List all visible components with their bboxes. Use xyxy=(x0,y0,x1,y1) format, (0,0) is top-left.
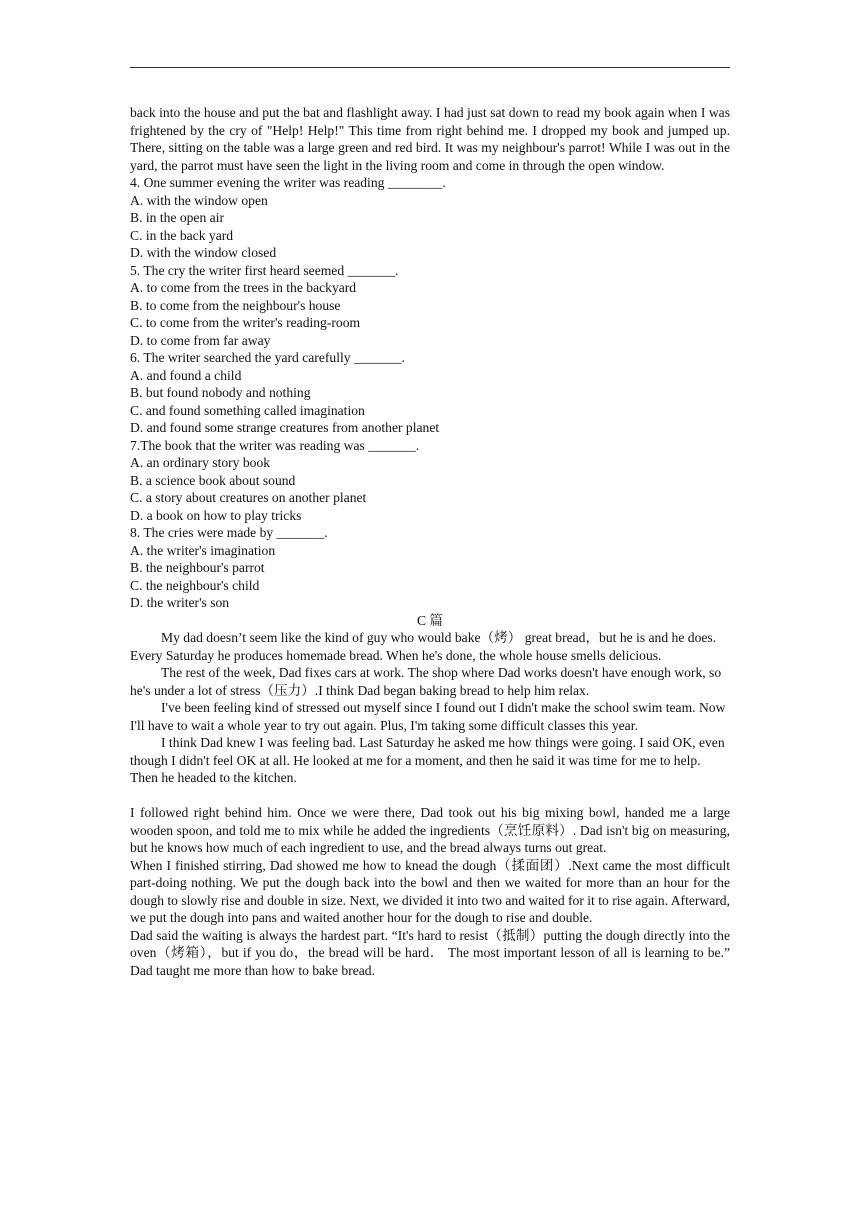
option-c: C. to come from the writer's reading-room xyxy=(130,315,361,330)
option-d: D. with the window closed xyxy=(130,245,277,260)
question-4 xyxy=(130,174,730,262)
question-stem: 7.The book that the writer was reading was _______. xyxy=(130,437,420,453)
option-b: B. in the open air xyxy=(130,210,225,225)
option-c: C. the neighbour's child xyxy=(130,577,260,593)
option-b: B. to come from the neighbour's house xyxy=(130,297,341,313)
passage-b-ending: back into the house and put the bat and flashlight away. I had just sat down to read my book again when I was frightened by the cry of "Help! Help!" This time from right behind me. I dropped my book and jumped up. There, sitting on the table was a large green and red bird. It was my neighbour's parrot! While I was out in the yard, the parrot must have seen the light in the living room and come in through the open window. xyxy=(130,105,730,173)
option-a: A. the writer's imagination xyxy=(130,542,276,558)
question-6 xyxy=(130,349,730,437)
question-7 xyxy=(130,437,730,525)
option-d: D. to come from far away xyxy=(130,332,271,348)
section-c-paragraph-1: My dad doesn’t seem like the kind of guy who would bake（烤） great bread，but he is and he does. Every Saturday he produces homemade bread. When he's done, the whole house smells delicious. xyxy=(130,630,717,663)
option-a: A. an ordinary story book xyxy=(130,455,271,470)
option-b: B. but found nobody and nothing xyxy=(130,385,311,400)
section-c-paragraph-7: Dad said the waiting is always the hardest part. “It's hard to resist（抵制）putting the dough directly into the oven（烤箱），but if you do，the bread will be hard． The most important lesson of all is learning to be.” Dad taught me more than how to bake bread. xyxy=(130,927,730,978)
option-a: A. and found a child xyxy=(130,367,242,383)
header-rule xyxy=(130,67,730,68)
question-stem: 4. One summer evening the writer was reading ________. xyxy=(130,175,446,190)
option-a: A. to come from the trees in the backyard xyxy=(130,280,357,295)
option-d: D. the writer's son xyxy=(130,595,230,610)
option-d: D. a book on how to play tricks xyxy=(130,507,302,523)
question-stem: 6. The writer searched the yard carefully _______. xyxy=(130,350,405,365)
option-a: A. with the window open xyxy=(130,192,268,208)
option-b: B. the neighbour's parrot xyxy=(130,560,265,575)
question-8 xyxy=(130,524,730,612)
document-body xyxy=(130,104,730,979)
section-c-paragraph-4: I think Dad knew I was feeling bad. Last Saturday he asked me how things were going. I said OK, even though I didn't feel OK at all. He looked at me for a moment, and then he said it was time for me to help. Then he headed to the kitchen. xyxy=(130,735,725,785)
section-c-paragraph-3: I've been feeling kind of stressed out myself since I found out I didn't make the school swim team. Now I'll have to wait a whole year to try out again. Plus, I'm taking some difficult classes this year. xyxy=(130,700,726,733)
option-c: C. in the back yard xyxy=(130,227,234,243)
option-b: B. a science book about sound xyxy=(130,472,296,488)
option-c: C. a story about creatures on another planet xyxy=(130,490,367,505)
section-c-heading: C 篇 xyxy=(416,612,444,628)
question-5 xyxy=(130,262,730,350)
question-stem: 5. The cry the writer first heard seemed _______. xyxy=(130,262,399,278)
option-d: D. and found some strange creatures from another planet xyxy=(130,420,440,435)
section-c-paragraph-6: When I finished stirring, Dad showed me how to knead the dough（揉面团）.Next came the most difficult part-doing nothing. We put the dough back into the bowl and then we waited for more than an hour for the dough to slowly rise and double in size. Next, we divided it into two and waited for it to rise again. Afterward, we put the dough into pans and waited another hour for the dough to rise and double. xyxy=(130,857,730,925)
option-c: C. and found something called imagination xyxy=(130,402,365,418)
paragraph-spacer xyxy=(130,787,730,805)
section-c-paragraph-2: The rest of the week, Dad fixes cars at work. The shop where Dad works doesn't have enough work, so he's under a lot of stress（压力）.I think Dad began baking bread to help him relax. xyxy=(130,665,722,698)
question-stem: 8. The cries were made by _______. xyxy=(130,525,328,540)
section-c-paragraph-5: I followed right behind him. Once we were there, Dad took out his big mixing bowl, handed me a large wooden spoon, and told me to mix while he added the ingredients（烹饪原料）. Dad isn't big on measuring, but he knows how much of each ingredient to use, and the bread always turns out great. xyxy=(130,805,730,855)
